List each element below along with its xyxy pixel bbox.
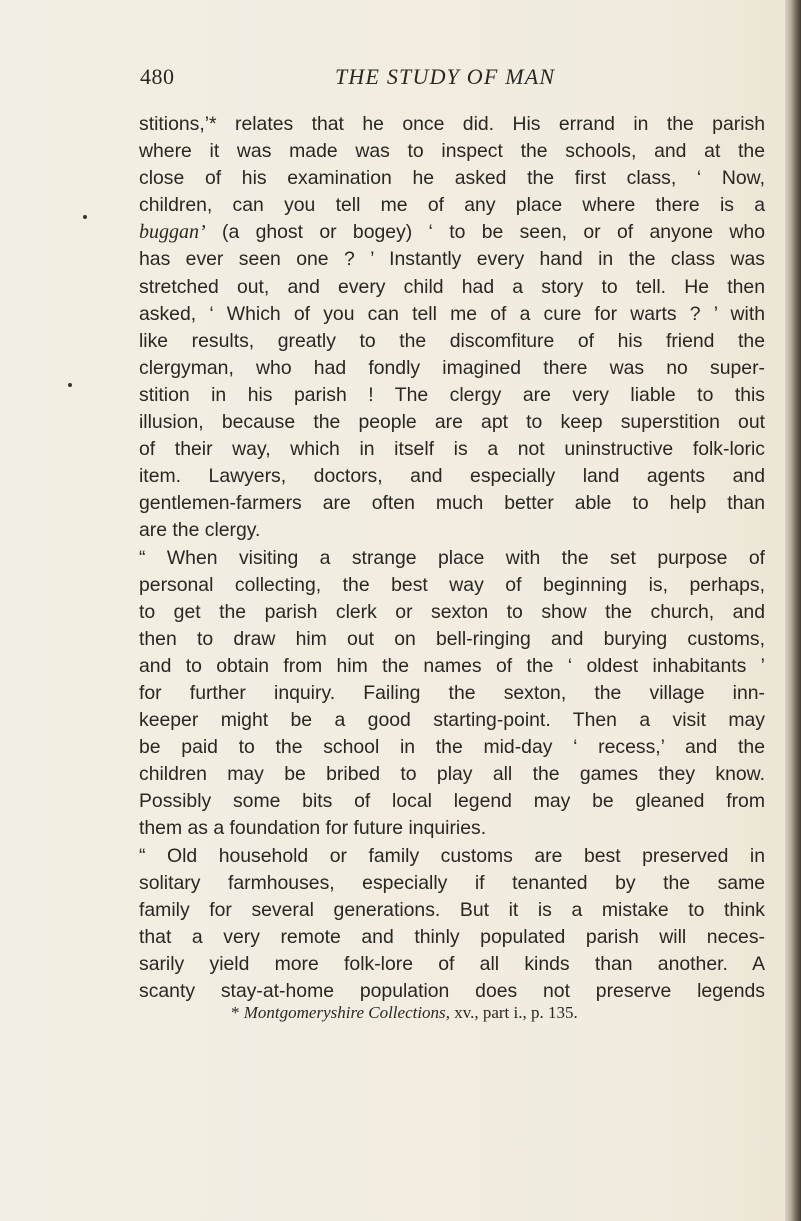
text-line: “ When visiting a strange place with the set purpose of	[139, 546, 765, 569]
text-line: personal collecting, the best way of beginning is, perhaps,	[139, 573, 765, 596]
ink-speck	[68, 383, 72, 387]
text-line: and to obtain from him the names of the ‘ oldest inhabitants ’	[139, 654, 765, 677]
text-line: stitions,’* relates that he once did. His errand in the parish	[139, 113, 765, 135]
italic-term: buggan’	[139, 221, 206, 244]
text-line: children may be bribed to play all the games they know.	[139, 763, 765, 786]
text-line-italic-start: buggan’ (a ghost or bogey) ‘ to be seen, or of anyone who	[139, 221, 765, 244]
text-line: sarily yield more folk-lore of all kinds than another. A	[139, 952, 765, 975]
text-line: “ Old household or family customs are best preserved in	[139, 844, 765, 867]
footnote-reference: , xv., part i., p. 135.	[445, 1003, 578, 1022]
text-line: to get the parish clerk or sexton to show the church, and	[139, 600, 765, 623]
text-line: close of his examination he asked the first class, ‘ Now,	[139, 167, 765, 190]
text-line: has ever seen one ? ’ Instantly every hand in the class was	[139, 248, 765, 271]
page-number: 480	[140, 64, 175, 89]
footnote-title: Montgomeryshire Collections	[243, 1003, 446, 1022]
footnote-marker: *	[231, 1003, 240, 1022]
text-line: gentlemen-farmers are often much better able to help than	[139, 492, 765, 515]
page-edge-shadow	[785, 0, 801, 1221]
text-line: keeper might be a good starting-point. Then a visit may	[139, 709, 765, 732]
text-line: them as a foundation for future inquiries.	[139, 817, 487, 840]
body-text	[139, 111, 765, 1005]
text-line: children, can you tell me of any place where there is a	[139, 194, 765, 217]
text-line: be paid to the school in the mid-day ‘ recess,’ and the	[139, 736, 765, 759]
text-line: of their way, which in itself is a not uninstructive folk-loric	[139, 438, 765, 461]
text-line: stition in his parish ! The clergy are very liable to this	[139, 383, 765, 406]
text-line: Possibly some bits of local legend may be gleaned from	[139, 790, 765, 813]
footnote	[231, 1003, 578, 1023]
page-header	[140, 64, 760, 94]
text-line: clergyman, who had fondly imagined there was no super-	[139, 356, 765, 379]
text-line: solitary farmhouses, especially if tenanted by the same	[139, 871, 765, 894]
text-line: stretched out, and every child had a story to tell. He then	[139, 275, 765, 298]
text-line: are the clergy.	[139, 519, 261, 542]
text-line: like results, greatly to the discomfiture of his friend the	[139, 329, 765, 352]
text-line: asked, ‘ Which of you can tell me of a cure for warts ? ’ with	[139, 302, 765, 325]
text-line: item. Lawyers, doctors, and especially land agents and	[139, 465, 765, 488]
text-line: scanty stay-at-home population does not preserve legends	[139, 980, 765, 1002]
ink-speck	[83, 215, 87, 219]
text-line: that a very remote and thinly populated parish will neces-	[139, 925, 765, 948]
text-line: for further inquiry. Failing the sexton, the village inn-	[139, 681, 765, 704]
text-line: family for several generations. But it is a mistake to think	[139, 898, 765, 921]
running-head: THE STUDY OF MAN	[335, 64, 556, 89]
text-line: where it was made was to inspect the schools, and at the	[139, 140, 765, 163]
text-line: illusion, because the people are apt to keep superstition out	[139, 411, 765, 434]
text-line: then to draw him out on bell-ringing and burying customs,	[139, 627, 765, 650]
